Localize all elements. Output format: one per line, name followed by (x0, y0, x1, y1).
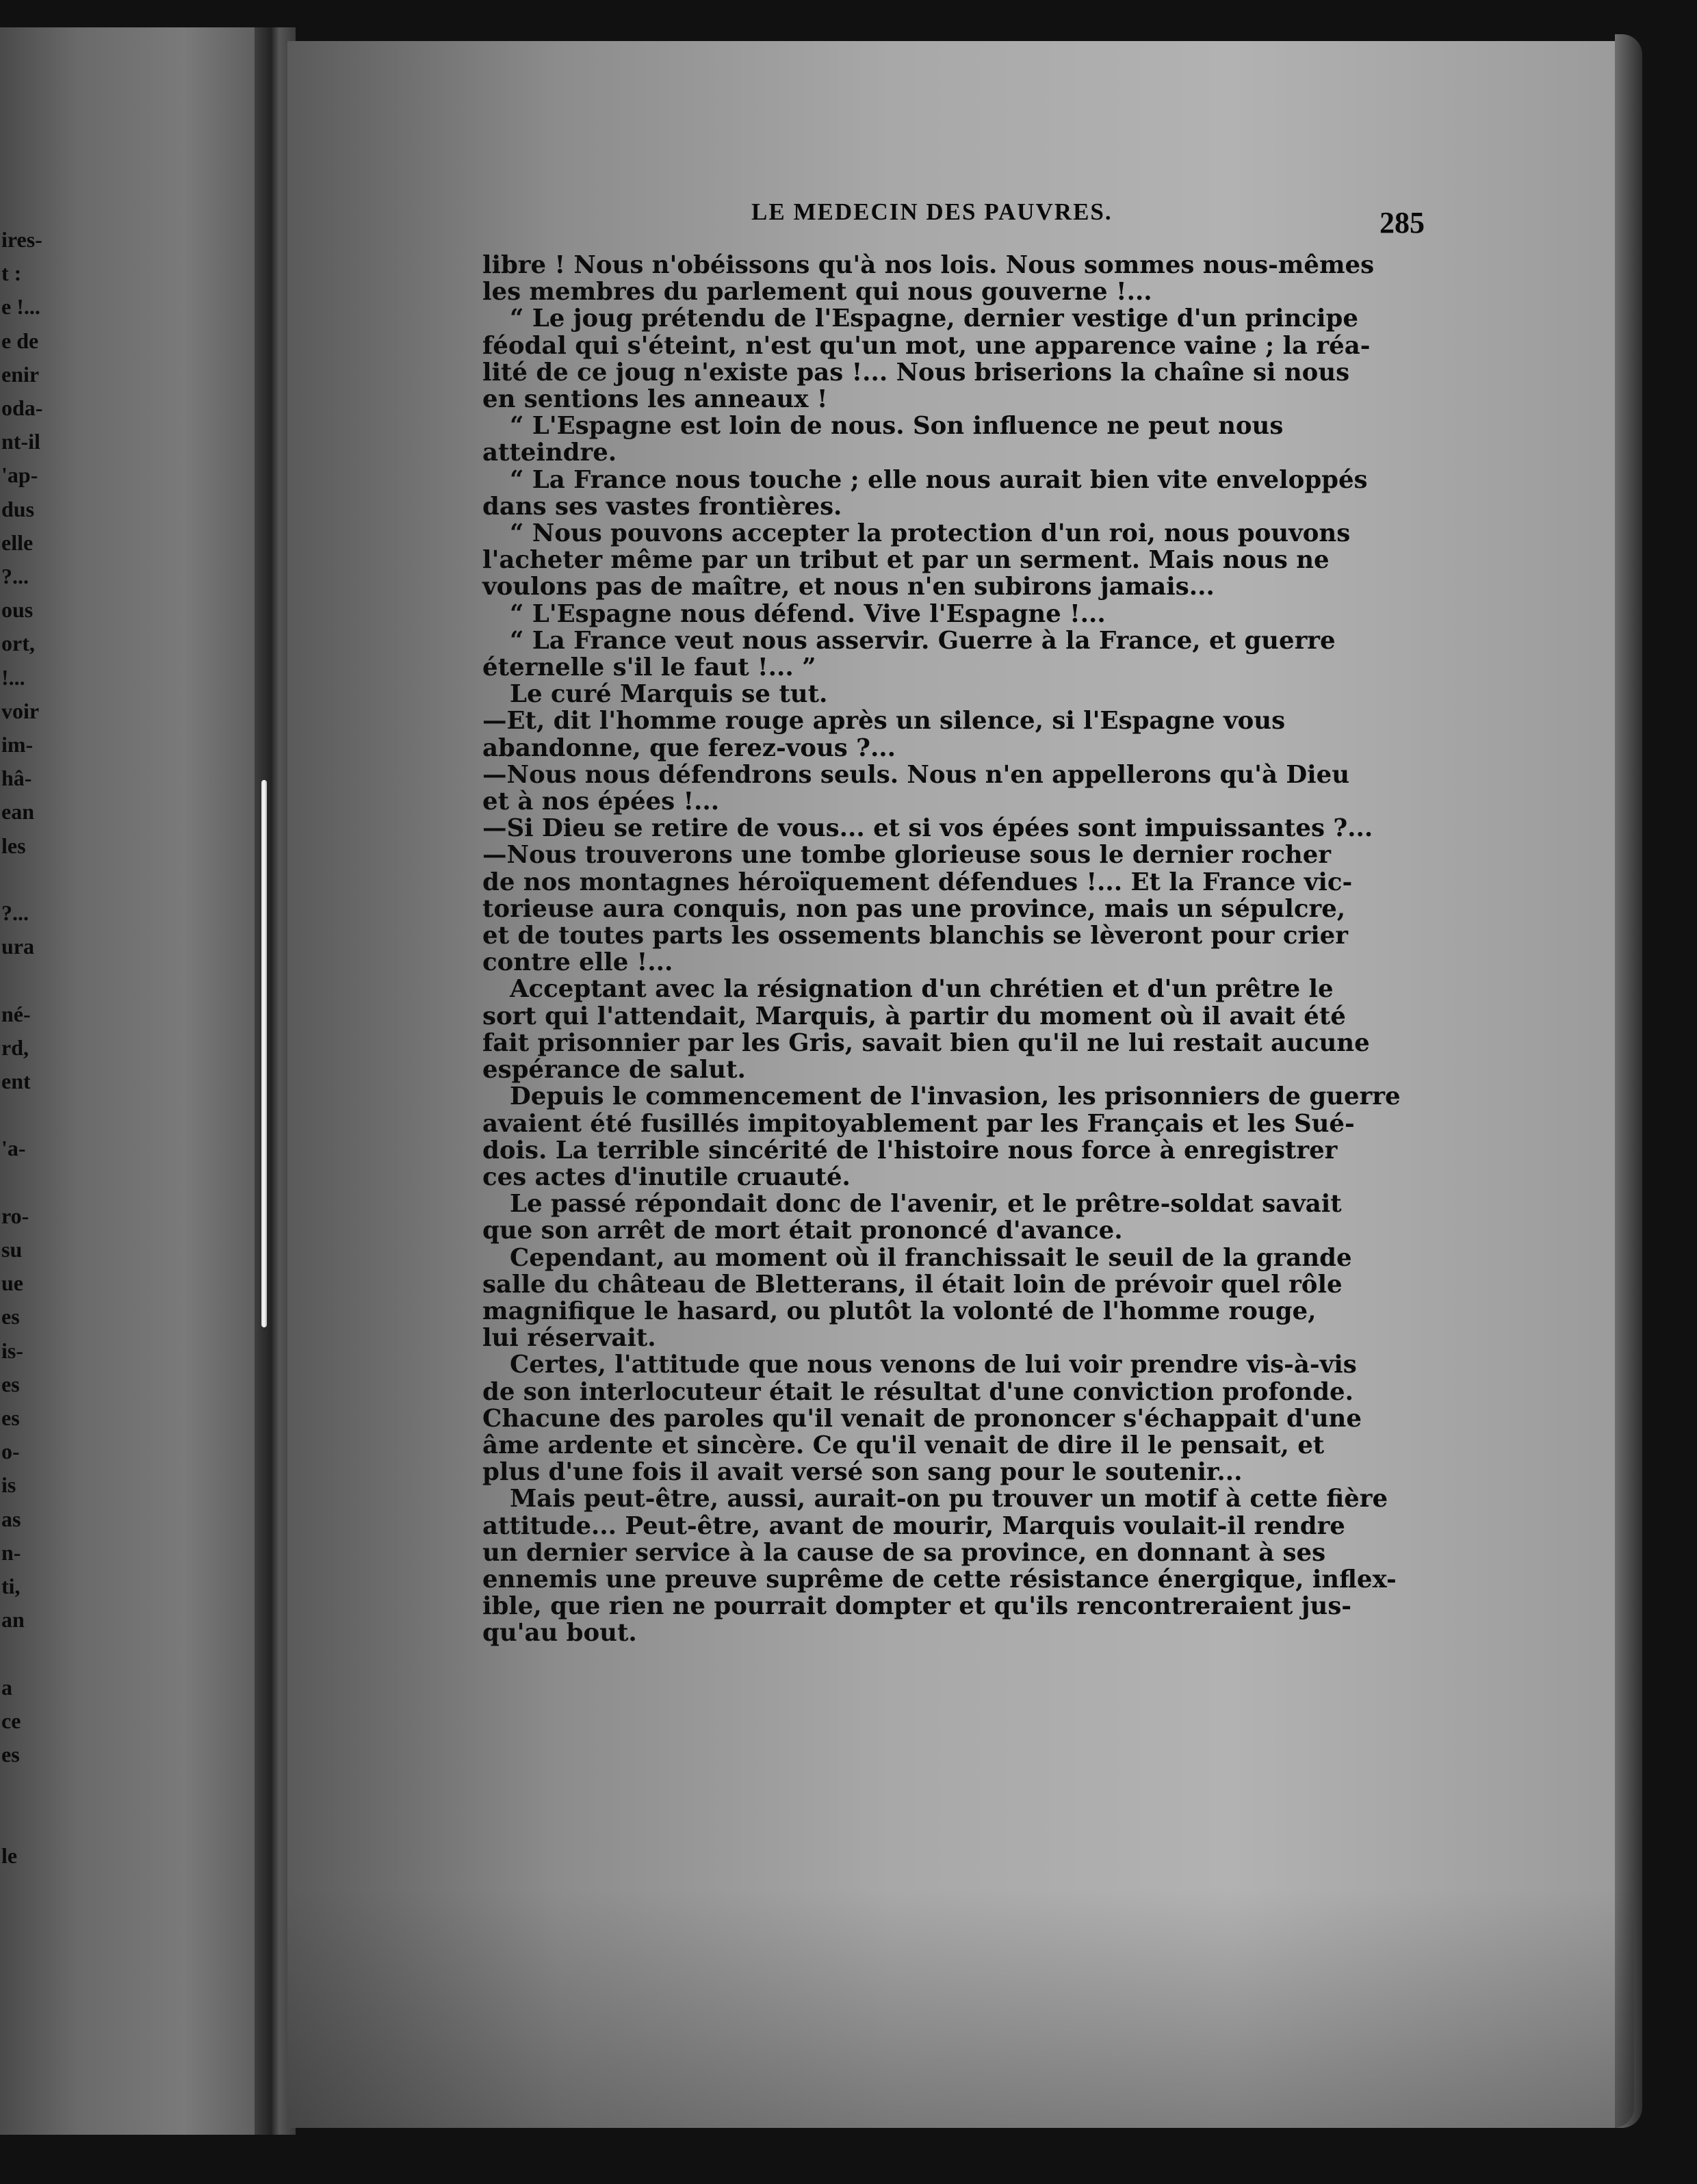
text-line: —Nous trouverons une tombe glorieuse sous le dernier rocher (482, 841, 1332, 870)
text-line: Acceptant avec la résignation d'un chrétien et d'un prêtre le (510, 975, 1334, 1004)
left-page-fragment: ura (1, 934, 34, 959)
text-line: espérance de salut. (482, 1056, 746, 1084)
left-page-fragment: is- (1, 1338, 23, 1363)
text-line: féodal qui s'éteint, n'est qu'un mot, une apparence vaine ; la réa- (482, 331, 1371, 360)
left-page-fragment: ires- (1, 227, 42, 252)
left-page-fragment: es (1, 1742, 20, 1767)
text-line: dois. La terrible sincérité de l'histoire nous force à enregistrer (482, 1136, 1338, 1165)
left-page-fragment: ent (1, 1069, 31, 1093)
left-page-fragment: es (1, 1304, 20, 1329)
left-page-fragment: n- (1, 1539, 21, 1565)
page-edge (1615, 34, 1642, 2128)
left-page-fragment: les (1, 833, 26, 858)
left-page-fragment: o- (1, 1439, 20, 1464)
text-line: —Et, dit l'homme rouge après un silence, si l'Espagne vous (482, 707, 1286, 736)
text-line: Cependant, au moment où il franchissait le seuil de la grande (510, 1243, 1352, 1272)
text-line: et à nos épées !... (482, 788, 720, 816)
text-line: ible, que rien ne pourrait dompter et qu'ils rencontreraient jus- (482, 1592, 1352, 1621)
text-line: “ L'Espagne est loin de nous. Son influence ne peut nous (510, 412, 1284, 441)
page-number: 285 (1379, 206, 1425, 239)
left-page-fragment: voir (1, 698, 40, 723)
left-page-fragment: ce (1, 1708, 21, 1733)
text-line: sort qui l'attendait, Marquis, à partir du moment où il avait été (482, 1002, 1346, 1030)
left-page-fragment: ro- (1, 1203, 29, 1228)
text-line: que son arrêt de mort était prononcé d'avance. (482, 1217, 1123, 1245)
text-line: voulons pas de maître, et nous n'en subirons jamais... (482, 573, 1215, 601)
text-line: torieuse aura conquis, non pas une province, mais un sépulcre, (482, 894, 1346, 923)
page-shadow (287, 1888, 1634, 2128)
text-line: attitude... Peut-être, avant de mourir, Marquis voulait-il rendre (482, 1511, 1345, 1540)
left-page-fragment: ort, (1, 631, 35, 656)
text-line: Le curé Marquis se tut. (510, 680, 828, 709)
text-line: les membres du parlement qui nous gouverne !... (482, 278, 1152, 307)
left-page-fragment: le (1, 1843, 18, 1868)
text-line: “ La France nous touche ; elle nous aurait bien vite enveloppés (510, 465, 1368, 494)
left-page-fragment: an (1, 1607, 25, 1633)
text-line: abandonne, que ferez-vous ?... (482, 733, 896, 762)
text-line: qu'au bout. (482, 1619, 637, 1648)
text-line: Depuis le commencement de l'invasion, les prisonniers de guerre (510, 1082, 1401, 1111)
left-page-fragment: su (1, 1237, 23, 1262)
text-line: lité de ce joug n'existe pas !... Nous briserions la chaîne si nous (482, 358, 1350, 387)
left-page-fragment: t : (1, 261, 22, 286)
text-line: —Si Dieu se retire de vous... et si vos épées sont impuissantes ?... (482, 814, 1373, 843)
left-page-fragment: oda- (1, 395, 43, 420)
text-line: lui réservait. (482, 1324, 656, 1353)
text-line: Mais peut-être, aussi, aurait-on pu trouver un motif à cette fière (510, 1485, 1388, 1513)
left-page-fragment: ue (1, 1271, 23, 1296)
left-page-fragment: !... (1, 664, 25, 690)
text-line: en sentions les anneaux ! (482, 385, 828, 414)
left-page (0, 27, 263, 2135)
left-page-fragment: e de (1, 328, 39, 353)
text-line: ces actes d'inutile cruauté. (482, 1162, 851, 1191)
text-line: Certes, l'attitude que nous venons de lui voir prendre vis-à-vis (510, 1351, 1357, 1379)
left-page-fragment: ti, (1, 1574, 21, 1598)
text-line: fait prisonnier par les Gris, savait bien qu'il ne lui restait aucune (482, 1028, 1370, 1057)
text-line: atteindre. (482, 439, 617, 467)
text-line: ennemis une preuve suprême de cette résistance énergique, inflex- (482, 1565, 1397, 1594)
text-line: “ Le joug prétendu de l'Espagne, dernier vestige d'un principe (510, 304, 1358, 333)
left-page-fragment: né- (1, 1001, 31, 1026)
left-page-fragment: a (1, 1674, 12, 1700)
text-line: “ La France veut nous asservir. Guerre à la France, et guerre (510, 626, 1336, 655)
text-line: de son interlocuteur était le résultat d'une conviction profonde. (482, 1377, 1353, 1406)
text-line: l'acheter même par un tribut et par un serment. Mais nous ne (482, 546, 1330, 575)
left-page-fragment: rd, (1, 1035, 29, 1060)
body-text (482, 252, 1427, 1647)
text-line: “ L'Espagne nous défend. Vive l'Espagne !... (510, 599, 1106, 628)
text-line: un dernier service à la cause de sa province, en donnant à ses (482, 1538, 1326, 1567)
left-page-fragment: ous (1, 597, 34, 623)
left-page-fragment: e !... (1, 294, 40, 320)
text-line: —Nous nous défendrons seuls. Nous n'en appellerons qu'à Dieu (482, 760, 1350, 789)
text-line: “ Nous pouvons accepter la protection d'un roi, nous pouvons (510, 519, 1351, 548)
text-line: libre ! Nous n'obéissons qu'à nos lois. Nous sommes nous-mêmes (482, 251, 1375, 279)
left-page-fragment: is (1, 1472, 16, 1498)
left-page-fragment: ean (1, 799, 34, 824)
text-line: Le passé répondait donc de l'avenir, et le prêtre-soldat savait (510, 1190, 1342, 1219)
text-line: magnifique le hasard, ou plutôt la volonté de l'homme rouge, (482, 1297, 1317, 1325)
text-line: salle du château de Bletterans, il était loin de prévoir quel rôle (482, 1270, 1343, 1299)
left-page-fragment: ?... (1, 900, 29, 925)
left-page-fragment: as (1, 1506, 21, 1531)
left-page-fragment: 'ap- (1, 463, 38, 488)
left-page-fragment: enir (1, 361, 40, 387)
left-page-fragment: elle (1, 530, 34, 555)
text-line: avaient été fusillés impitoyablement par les Français et les Sué- (482, 1109, 1355, 1138)
page-crease (261, 780, 267, 1327)
left-page-fragment: dus (1, 496, 35, 521)
left-page-fragment: nt-il (1, 429, 40, 454)
text-line: Chacune des paroles qu'il venait de prononcer s'échappait d'une (482, 1404, 1362, 1433)
text-line: contre elle !... (482, 948, 673, 977)
text-line: et de toutes parts les ossements blanchis se lèveront pour crier (482, 922, 1348, 950)
text-line: âme ardente et sincère. Ce qu'il venait de dire il le pensait, et (482, 1431, 1325, 1459)
left-page-fragment: 'a- (1, 1136, 26, 1161)
text-line: éternelle s'il le faut !... ” (482, 653, 816, 682)
text-line: de nos montagnes héroïquement défendues !... Et la France vic- (482, 868, 1353, 896)
text-line: dans ses vastes frontières. (482, 492, 842, 521)
left-page-fragment: ?... (1, 564, 29, 588)
left-page-fragment: es (1, 1405, 20, 1430)
running-head: LE MEDECIN DES PAUVRES. (751, 198, 1113, 225)
left-page-fragment: im- (1, 732, 34, 757)
left-page-fragment: hâ- (1, 766, 32, 791)
left-page-fragment: es (1, 1371, 20, 1396)
text-line: plus d'une fois il avait versé son sang pour le soutenir... (482, 1458, 1243, 1487)
